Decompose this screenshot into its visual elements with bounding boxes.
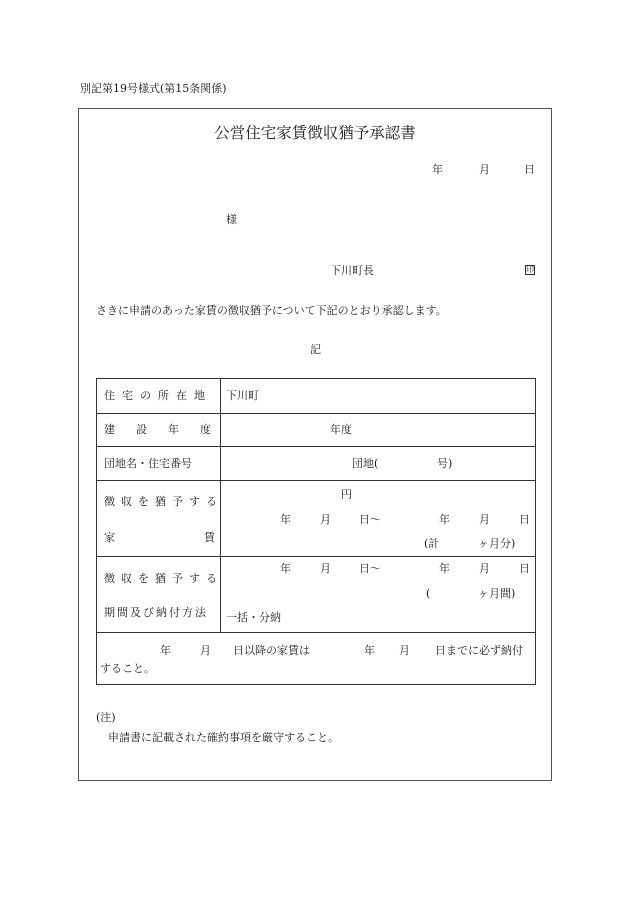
notice-mid: 日以降の家賃は (233, 644, 310, 657)
period-to-day: 日 (519, 562, 530, 575)
complex-danchi: 団地( (352, 457, 379, 470)
period-from-year: 年 (280, 562, 291, 575)
notice-month: 月 (200, 644, 211, 657)
location-value: 下川町 (226, 389, 259, 402)
rent-total-open: (計 (424, 537, 440, 550)
date-day: 日 (524, 163, 535, 176)
seal-mark: 印 (526, 265, 534, 274)
notice-month2: 月 (399, 644, 410, 657)
rent-to-day: 日 (519, 513, 530, 526)
year-built-value: 年度 (330, 423, 352, 436)
complex-label: 団地名・住宅番号 (104, 457, 192, 470)
rent-from-day: 日〜 (359, 513, 381, 526)
rent-label-line1: 徴収を猶予する (104, 495, 223, 508)
rent-total-close: ヶ月分) (478, 537, 516, 550)
issuer-name: 下川町長 (330, 264, 374, 277)
complex-go: 号) (437, 457, 453, 470)
period-from-month: 月 (320, 562, 331, 575)
rent-to-month: 月 (479, 513, 490, 526)
ki-heading: 記 (310, 343, 321, 356)
notice-year2: 年 (364, 644, 375, 657)
period-from-day: 日〜 (359, 562, 381, 575)
addressee-suffix: 様 (226, 213, 237, 226)
period-to-year: 年 (439, 562, 450, 575)
rent-label-line2a: 家 (104, 531, 115, 544)
period-months-open: ( (426, 587, 431, 600)
period-label-line1: 徴収を猶予する (104, 572, 223, 585)
rent-to-year: 年 (439, 513, 450, 526)
period-to-month: 月 (479, 562, 490, 575)
period-label-line2: 期間及び納付方法 (104, 606, 208, 619)
location-label: 住宅の所在地 (104, 389, 212, 402)
document-title: 公営住宅家賃徴収猶予承認書 (214, 124, 416, 142)
rent-from-year: 年 (280, 513, 291, 526)
notice-year: 年 (160, 644, 171, 657)
date-month: 月 (479, 163, 490, 176)
form-reference: 別記第19号様式(第15条関係) (80, 82, 227, 95)
rent-from-month: 月 (320, 513, 331, 526)
note-text: 申請書に記載された確約事項を厳守すること。 (108, 731, 339, 744)
rent-yen: 円 (341, 488, 352, 501)
notice-end: 日までに必ず納付 (435, 644, 523, 657)
note-heading: (注) (96, 711, 116, 724)
payment-method: 一括・分納 (226, 611, 281, 624)
year-built-label: 建設年度 (104, 423, 232, 436)
rent-label-line2b: 賃 (204, 531, 215, 544)
notice-line2: すること。 (100, 662, 155, 675)
intro-text: さきに申請のあった家賃の徴収猶予について下記のとおり承認します。 (96, 304, 447, 317)
date-year: 年 (432, 163, 443, 176)
period-months-close: ヶ月間) (478, 587, 516, 600)
